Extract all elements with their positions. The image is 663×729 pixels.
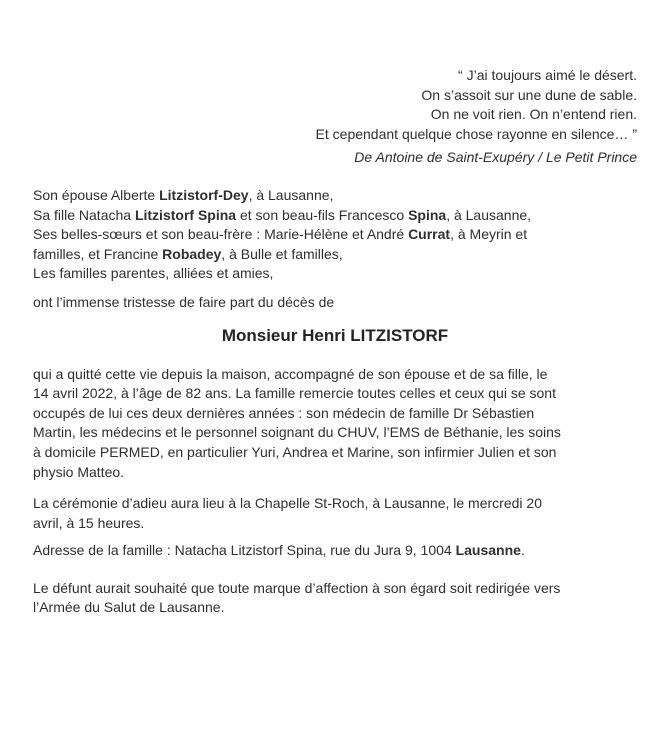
text-line: “ J’ai toujours aimé le désert. xyxy=(458,67,637,83)
text-segment: avril, à 15 heures. xyxy=(33,514,145,531)
text-segment: La cérémonie d’adieu aura lieu à la Chapelle St-Roch, à Lausanne, le mercredi 20 xyxy=(33,495,542,512)
text-segment: qui a quitté cette vie depuis la maison, accompagné de son épouse et de sa fille, le xyxy=(33,365,548,382)
quote-block xyxy=(33,66,637,168)
emphasized-name: Litzistorf Spina xyxy=(134,206,237,223)
donation-request xyxy=(33,579,637,618)
quote-lines xyxy=(33,66,637,144)
family-address xyxy=(33,541,637,561)
text-line xyxy=(33,245,637,265)
text-segment: , à Lausanne, xyxy=(446,206,532,223)
emphasized-name: Robadey xyxy=(162,245,222,262)
text-segment: Les familles parentes, alliées et amies, xyxy=(33,265,274,282)
text-segment: Sa fille Natacha xyxy=(33,206,135,223)
text-segment: physio Matteo. xyxy=(33,463,125,480)
family-list xyxy=(33,186,637,284)
text-line: On s’assoit sur une dune de sable. xyxy=(421,86,637,103)
text-segment: occupés de lui ces deux dernières années : son médecin de famille Dr Sébastien xyxy=(33,404,535,421)
text-segment: . xyxy=(520,542,525,559)
text-line: Et cependant quelque chose rayonne en silence… ” xyxy=(315,125,637,142)
text-line xyxy=(33,206,637,226)
text-line xyxy=(33,541,637,561)
text-segment: 14 avril 2022, à l’âge de 82 ans. La famille remercie toutes celles et ceux qui se sont xyxy=(33,385,556,402)
text-line xyxy=(33,514,637,534)
text-line xyxy=(33,225,637,245)
quote-attribution: De Antoine de Saint-Exupéry / Le Petit Prince xyxy=(354,149,637,166)
ceremony-info xyxy=(33,494,637,533)
deceased-name: Monsieur Henri LITZISTORF xyxy=(221,325,449,345)
text-segment: Martin, les médecins et le personnel soignant du CHUV, l’EMS de Béthanie, les soins xyxy=(33,424,561,441)
text-line xyxy=(33,579,637,599)
text-line xyxy=(33,494,637,514)
text-line xyxy=(33,443,637,463)
text-segment: et son beau-fils Francesco xyxy=(236,206,409,223)
text-line xyxy=(33,598,637,618)
text-segment: l’Armée du Salut de Lausanne. xyxy=(33,599,225,616)
text-line xyxy=(33,404,637,424)
text-segment: , à Bulle et familles, xyxy=(221,245,343,262)
text-segment: Ses belles-sœurs et son beau-frère : Marie-Hélène et André xyxy=(33,226,409,243)
text-line xyxy=(33,186,637,206)
emphasized-name: Lausanne xyxy=(455,542,521,559)
text-segment: , à Meyrin et xyxy=(450,226,528,243)
death-details xyxy=(33,365,637,483)
text-segment: familles, et Francine xyxy=(33,245,163,262)
text-segment: Son épouse Alberte xyxy=(33,186,160,203)
text-line xyxy=(33,384,637,404)
text-segment: , à Lausanne, xyxy=(248,186,334,203)
text-line xyxy=(33,463,637,483)
text-line xyxy=(33,365,637,385)
emphasized-name: Spina xyxy=(408,206,447,223)
emphasized-name: Litzistorf-Dey xyxy=(159,186,249,203)
text-segment: à domicile PERMED, en particulier Yuri, Andrea et Marine, son infirmier Julien et son xyxy=(33,443,557,460)
text-line xyxy=(33,264,637,284)
text-segment: Le défunt aurait souhaité que toute marque d’affection à son égard soit redirigée vers xyxy=(33,579,561,596)
text-line: On ne voit rien. On n’entend rien. xyxy=(430,106,637,123)
emphasized-name: Currat xyxy=(408,226,451,243)
announcement-intro: ont l’immense tristesse de faire part du décès de xyxy=(33,293,335,310)
text-segment: Adresse de la famille : Natacha Litzistorf Spina, rue du Jura 9, 1004 xyxy=(33,542,456,559)
text-line xyxy=(33,423,637,443)
